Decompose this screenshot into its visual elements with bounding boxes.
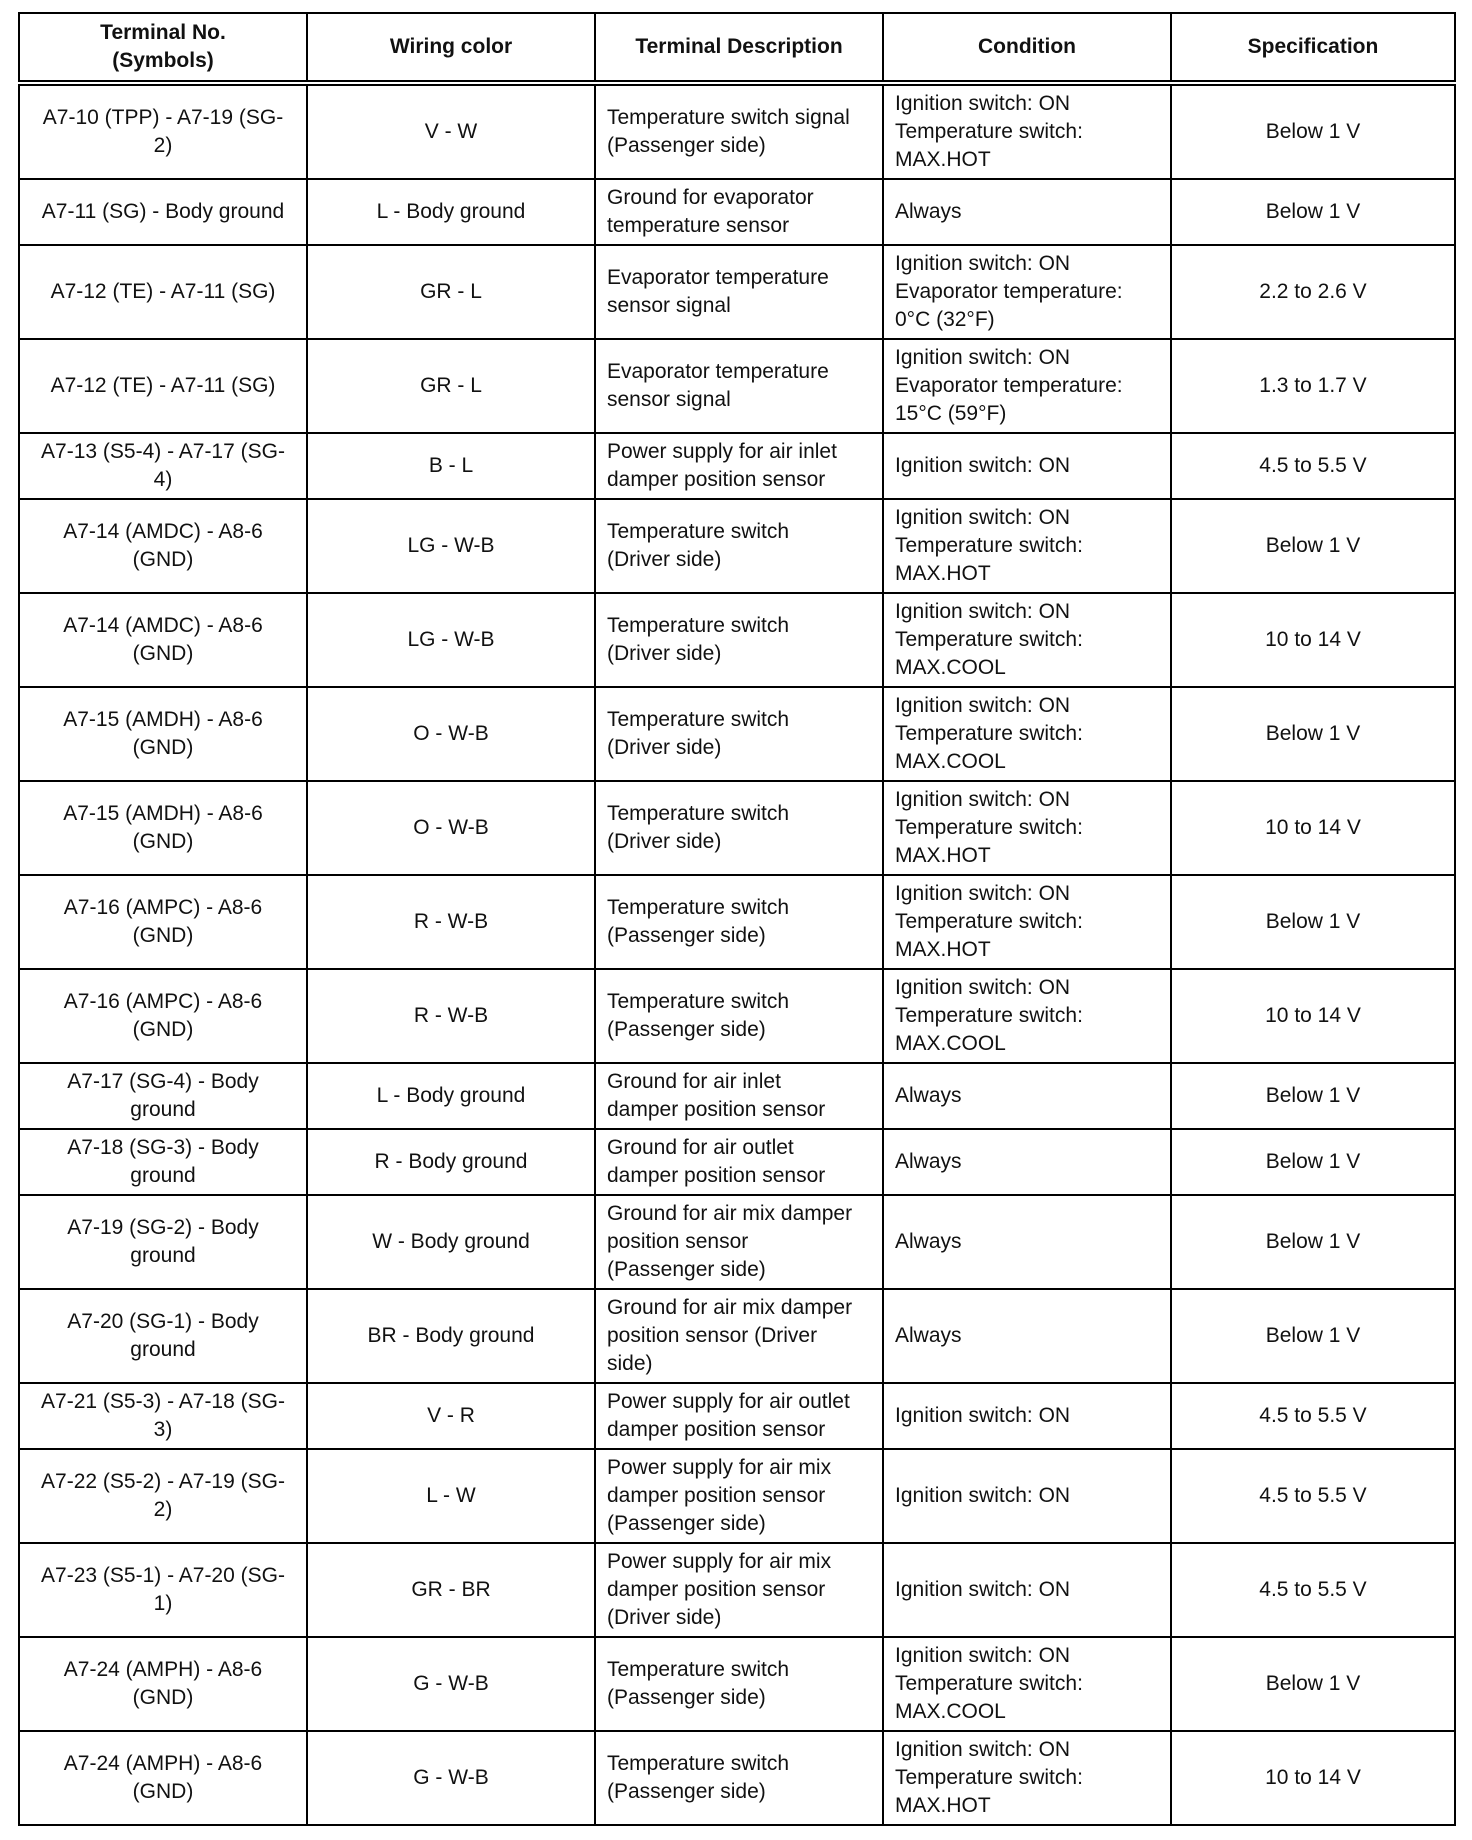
condition-cell bbox=[883, 245, 1171, 339]
terminal-spec-table bbox=[18, 12, 1456, 1826]
description-cell bbox=[595, 593, 883, 687]
description-cell-line: Temperature switch bbox=[607, 1752, 790, 1775]
condition-cell-line: Temperature switch: bbox=[895, 1004, 1083, 1027]
description-cell-line: sensor signal bbox=[607, 294, 731, 317]
terminal-cell bbox=[19, 1383, 307, 1449]
wiring-color-cell: GR - L bbox=[307, 339, 595, 433]
condition-cell-line: MAX.COOL bbox=[895, 1032, 1006, 1055]
description-cell bbox=[595, 1383, 883, 1449]
wiring-color-cell: BR - Body ground bbox=[307, 1289, 595, 1383]
terminal-cell-line: A7-24 (AMPH) - A8-6 bbox=[63, 1658, 263, 1681]
specification-cell: 10 to 14 V bbox=[1171, 1731, 1455, 1825]
specification-cell: Below 1 V bbox=[1171, 1289, 1455, 1383]
condition-cell-line: Temperature switch: bbox=[895, 816, 1083, 839]
table-row bbox=[19, 1731, 1455, 1825]
description-cell-line: Ground for air mix damper bbox=[607, 1296, 853, 1319]
specification-cell: Below 1 V bbox=[1171, 875, 1455, 969]
description-cell-line: Ground for evaporator bbox=[607, 186, 814, 209]
table-row bbox=[19, 1543, 1455, 1637]
description-cell-line: position sensor bbox=[607, 1230, 749, 1253]
description-cell-line: Power supply for air mix bbox=[607, 1456, 832, 1479]
terminal-cell bbox=[19, 245, 307, 339]
specification-cell: Below 1 V bbox=[1171, 499, 1455, 593]
specification-cell: 10 to 14 V bbox=[1171, 781, 1455, 875]
terminal-cell-line: (GND) bbox=[132, 1018, 194, 1041]
table-row bbox=[19, 339, 1455, 433]
description-cell-line: (Driver side) bbox=[607, 548, 722, 571]
condition-cell-line: Temperature switch: bbox=[895, 534, 1083, 557]
condition-cell-line: MAX.HOT bbox=[895, 844, 991, 867]
terminal-cell bbox=[19, 179, 307, 245]
condition-cell-line: MAX.COOL bbox=[895, 750, 1006, 773]
description-cell-line: (Driver side) bbox=[607, 736, 722, 759]
condition-cell-line: Ignition switch: ON bbox=[895, 1738, 1071, 1761]
terminal-cell bbox=[19, 687, 307, 781]
description-cell-line: damper position sensor bbox=[607, 1164, 826, 1187]
terminal-cell bbox=[19, 339, 307, 433]
terminal-cell-line: (GND) bbox=[132, 924, 194, 947]
condition-cell bbox=[883, 1731, 1171, 1825]
condition-cell bbox=[883, 339, 1171, 433]
condition-cell bbox=[883, 875, 1171, 969]
terminal-cell-line: A7-16 (AMPC) - A8-6 bbox=[63, 896, 263, 919]
condition-cell-line: Ignition switch: ON bbox=[895, 882, 1071, 905]
header-row bbox=[19, 13, 1455, 83]
wiring-color-cell: GR - BR bbox=[307, 1543, 595, 1637]
table-row bbox=[19, 593, 1455, 687]
wiring-color-cell: L - Body ground bbox=[307, 1063, 595, 1129]
terminal-cell-line: A7-17 (SG-4) - Body bbox=[67, 1070, 259, 1093]
table-row bbox=[19, 687, 1455, 781]
specification-cell: Below 1 V bbox=[1171, 1063, 1455, 1129]
description-cell-line: (Passenger side) bbox=[607, 924, 766, 947]
specification-cell: Below 1 V bbox=[1171, 179, 1455, 245]
terminal-cell-line: A7-21 (S5-3) - A7-18 (SG- bbox=[41, 1390, 285, 1413]
description-cell bbox=[595, 1731, 883, 1825]
terminal-cell bbox=[19, 1129, 307, 1195]
specification-cell: 4.5 to 5.5 V bbox=[1171, 433, 1455, 499]
wiring-color-cell: LG - W-B bbox=[307, 499, 595, 593]
terminal-cell-line: A7-14 (AMDC) - A8-6 bbox=[63, 614, 263, 637]
condition-cell-line: Temperature switch: bbox=[895, 722, 1083, 745]
description-cell bbox=[595, 687, 883, 781]
wiring-color-cell: R - Body ground bbox=[307, 1129, 595, 1195]
wiring-color-cell: L - W bbox=[307, 1449, 595, 1543]
table-row bbox=[19, 969, 1455, 1063]
table-row bbox=[19, 83, 1455, 179]
description-cell bbox=[595, 1195, 883, 1289]
condition-cell-line: MAX.COOL bbox=[895, 1700, 1006, 1723]
condition-cell-line: Ignition switch: ON bbox=[895, 1404, 1071, 1427]
terminal-cell bbox=[19, 83, 307, 179]
terminal-cell-line: A7-20 (SG-1) - Body bbox=[67, 1310, 259, 1333]
terminal-cell bbox=[19, 1449, 307, 1543]
header-specification: Specification bbox=[1171, 13, 1455, 83]
terminal-cell-line: A7-15 (AMDH) - A8-6 bbox=[63, 802, 263, 825]
terminal-cell-line: A7-12 (TE) - A7-11 (SG) bbox=[50, 280, 276, 303]
description-cell-line: (Passenger side) bbox=[607, 134, 766, 157]
condition-cell-line: Evaporator temperature: bbox=[895, 280, 1123, 303]
condition-cell bbox=[883, 1289, 1171, 1383]
wiring-color-cell: G - W-B bbox=[307, 1731, 595, 1825]
terminal-spec-table-container bbox=[18, 12, 1454, 1826]
description-cell-line: Temperature switch bbox=[607, 896, 790, 919]
description-cell-line: (Passenger side) bbox=[607, 1018, 766, 1041]
condition-cell-line: 0°C (32°F) bbox=[895, 308, 995, 331]
condition-cell bbox=[883, 1543, 1171, 1637]
terminal-cell-line: ground bbox=[130, 1164, 196, 1187]
description-cell bbox=[595, 339, 883, 433]
terminal-cell bbox=[19, 433, 307, 499]
wiring-color-cell: W - Body ground bbox=[307, 1195, 595, 1289]
description-cell-line: (Driver side) bbox=[607, 830, 722, 853]
description-cell bbox=[595, 969, 883, 1063]
specification-cell: Below 1 V bbox=[1171, 1195, 1455, 1289]
description-cell-line: Ground for air outlet bbox=[607, 1136, 794, 1159]
condition-cell bbox=[883, 83, 1171, 179]
condition-cell-line: Ignition switch: ON bbox=[895, 506, 1071, 529]
condition-cell-line: MAX.HOT bbox=[895, 1794, 991, 1817]
condition-cell bbox=[883, 781, 1171, 875]
condition-cell bbox=[883, 1129, 1171, 1195]
condition-cell-line: Temperature switch: bbox=[895, 1766, 1083, 1789]
specification-cell: 4.5 to 5.5 V bbox=[1171, 1449, 1455, 1543]
description-cell bbox=[595, 1449, 883, 1543]
specification-cell: Below 1 V bbox=[1171, 83, 1455, 179]
terminal-cell bbox=[19, 1731, 307, 1825]
terminal-cell-line: ground bbox=[130, 1098, 196, 1121]
description-cell-line: Temperature switch bbox=[607, 708, 790, 731]
terminal-cell bbox=[19, 1637, 307, 1731]
wiring-color-cell: GR - L bbox=[307, 245, 595, 339]
condition-cell-line: Always bbox=[895, 1230, 962, 1253]
terminal-cell-line: (GND) bbox=[132, 548, 194, 571]
condition-cell-line: Always bbox=[895, 1084, 962, 1107]
table-row bbox=[19, 1449, 1455, 1543]
description-cell-line: (Driver side) bbox=[607, 642, 722, 665]
terminal-cell-line: A7-19 (SG-2) - Body bbox=[67, 1216, 259, 1239]
table-row bbox=[19, 245, 1455, 339]
table-row bbox=[19, 875, 1455, 969]
condition-cell-line: Temperature switch: bbox=[895, 120, 1083, 143]
table-row bbox=[19, 1195, 1455, 1289]
description-cell-line: Temperature switch bbox=[607, 614, 790, 637]
description-cell bbox=[595, 179, 883, 245]
description-cell-line: Temperature switch bbox=[607, 990, 790, 1013]
condition-cell-line: Temperature switch: bbox=[895, 910, 1083, 933]
header-terminal-description: Terminal Description bbox=[595, 13, 883, 83]
condition-cell bbox=[883, 1449, 1171, 1543]
table-row bbox=[19, 1289, 1455, 1383]
terminal-cell-line: A7-16 (AMPC) - A8-6 bbox=[63, 990, 263, 1013]
description-cell-line: Temperature switch bbox=[607, 520, 790, 543]
terminal-cell-line: A7-18 (SG-3) - Body bbox=[67, 1136, 259, 1159]
terminal-cell bbox=[19, 1063, 307, 1129]
specification-cell: 2.2 to 2.6 V bbox=[1171, 245, 1455, 339]
table-row bbox=[19, 1129, 1455, 1195]
wiring-color-cell: LG - W-B bbox=[307, 593, 595, 687]
wiring-color-cell: G - W-B bbox=[307, 1637, 595, 1731]
description-cell-line: Power supply for air mix bbox=[607, 1550, 832, 1573]
description-cell-line: (Passenger side) bbox=[607, 1780, 766, 1803]
condition-cell-line: Ignition switch: ON bbox=[895, 454, 1071, 477]
description-cell-line: Temperature switch bbox=[607, 802, 790, 825]
description-cell-line: (Passenger side) bbox=[607, 1686, 766, 1709]
table-row bbox=[19, 1637, 1455, 1731]
description-cell-line: damper position sensor bbox=[607, 1578, 826, 1601]
header-wiring-color: Wiring color bbox=[307, 13, 595, 83]
terminal-cell-line: 4) bbox=[153, 468, 173, 491]
condition-cell-line: Ignition switch: ON bbox=[895, 694, 1071, 717]
condition-cell-line: Evaporator temperature: bbox=[895, 374, 1123, 397]
description-cell-line: side) bbox=[607, 1352, 653, 1375]
wiring-color-cell: V - W bbox=[307, 83, 595, 179]
condition-cell-line: Ignition switch: ON bbox=[895, 788, 1071, 811]
terminal-cell-line: A7-15 (AMDH) - A8-6 bbox=[63, 708, 263, 731]
terminal-cell-line: A7-14 (AMDC) - A8-6 bbox=[63, 520, 263, 543]
terminal-cell-line: A7-10 (TPP) - A7-19 (SG- bbox=[42, 106, 284, 129]
description-cell-line: damper position sensor bbox=[607, 468, 826, 491]
condition-cell-line: Always bbox=[895, 200, 962, 223]
description-cell-line: Temperature switch bbox=[607, 1658, 790, 1681]
description-cell bbox=[595, 1637, 883, 1731]
condition-cell-line: Always bbox=[895, 1324, 962, 1347]
condition-cell-line: Ignition switch: ON bbox=[895, 1484, 1071, 1507]
header-condition: Condition bbox=[883, 13, 1171, 83]
condition-cell bbox=[883, 593, 1171, 687]
terminal-cell-line: 2) bbox=[153, 134, 173, 157]
terminal-cell-line: ground bbox=[130, 1244, 196, 1267]
terminal-cell-line: (GND) bbox=[132, 736, 194, 759]
terminal-cell bbox=[19, 875, 307, 969]
description-cell bbox=[595, 1289, 883, 1383]
header-terminal-line: (Symbols) bbox=[112, 49, 214, 72]
description-cell bbox=[595, 1063, 883, 1129]
condition-cell-line: Ignition switch: ON bbox=[895, 1578, 1071, 1601]
description-cell bbox=[595, 499, 883, 593]
specification-cell: Below 1 V bbox=[1171, 1637, 1455, 1731]
specification-cell: 10 to 14 V bbox=[1171, 969, 1455, 1063]
terminal-cell bbox=[19, 499, 307, 593]
description-cell-line: temperature sensor bbox=[607, 214, 790, 237]
specification-cell: 4.5 to 5.5 V bbox=[1171, 1383, 1455, 1449]
header-terminal-line: Terminal No. bbox=[100, 21, 226, 44]
wiring-color-cell: L - Body ground bbox=[307, 179, 595, 245]
condition-cell-line: Ignition switch: ON bbox=[895, 92, 1071, 115]
table-row bbox=[19, 433, 1455, 499]
terminal-cell-line: A7-12 (TE) - A7-11 (SG) bbox=[50, 374, 276, 397]
wiring-color-cell: R - W-B bbox=[307, 969, 595, 1063]
description-cell-line: sensor signal bbox=[607, 388, 731, 411]
wiring-color-cell: O - W-B bbox=[307, 781, 595, 875]
terminal-cell bbox=[19, 969, 307, 1063]
wiring-color-cell: B - L bbox=[307, 433, 595, 499]
header-terminal-no bbox=[19, 13, 307, 83]
terminal-cell bbox=[19, 593, 307, 687]
terminal-cell bbox=[19, 1543, 307, 1637]
description-cell-line: Power supply for air outlet bbox=[607, 1390, 850, 1413]
condition-cell-line: Ignition switch: ON bbox=[895, 346, 1071, 369]
terminal-cell-line: A7-13 (S5-4) - A7-17 (SG- bbox=[41, 440, 285, 463]
specification-cell: 10 to 14 V bbox=[1171, 593, 1455, 687]
condition-cell-line: MAX.HOT bbox=[895, 562, 991, 585]
condition-cell bbox=[883, 179, 1171, 245]
condition-cell-line: MAX.COOL bbox=[895, 656, 1006, 679]
terminal-cell-line: 2) bbox=[153, 1498, 173, 1521]
description-cell-line: Power supply for air inlet bbox=[607, 440, 837, 463]
condition-cell bbox=[883, 1195, 1171, 1289]
description-cell-line: damper position sensor bbox=[607, 1484, 826, 1507]
table-row bbox=[19, 781, 1455, 875]
description-cell bbox=[595, 433, 883, 499]
description-cell bbox=[595, 245, 883, 339]
condition-cell-line: Ignition switch: ON bbox=[895, 252, 1071, 275]
condition-cell-line: 15°C (59°F) bbox=[895, 402, 1007, 425]
description-cell bbox=[595, 1543, 883, 1637]
terminal-cell-line: ground bbox=[130, 1338, 196, 1361]
terminal-cell-line: A7-11 (SG) - Body ground bbox=[41, 200, 285, 223]
condition-cell-line: Ignition switch: ON bbox=[895, 600, 1071, 623]
description-cell-line: Ground for air mix damper bbox=[607, 1202, 853, 1225]
condition-cell bbox=[883, 433, 1171, 499]
condition-cell bbox=[883, 969, 1171, 1063]
description-cell-line: Ground for air inlet bbox=[607, 1070, 781, 1093]
condition-cell-line: MAX.HOT bbox=[895, 148, 991, 171]
terminal-cell-line: A7-23 (S5-1) - A7-20 (SG- bbox=[41, 1564, 285, 1587]
description-cell-line: damper position sensor bbox=[607, 1418, 826, 1441]
table-row bbox=[19, 1063, 1455, 1129]
condition-cell bbox=[883, 687, 1171, 781]
description-cell-line: (Driver side) bbox=[607, 1606, 722, 1629]
terminal-cell bbox=[19, 781, 307, 875]
condition-cell bbox=[883, 1637, 1171, 1731]
terminal-cell-line: (GND) bbox=[132, 830, 194, 853]
wiring-color-cell: O - W-B bbox=[307, 687, 595, 781]
description-cell-line: Temperature switch signal bbox=[607, 106, 850, 129]
description-cell-line: Evaporator temperature bbox=[607, 266, 829, 289]
table-row bbox=[19, 499, 1455, 593]
condition-cell-line: Always bbox=[895, 1150, 962, 1173]
condition-cell-line: MAX.HOT bbox=[895, 938, 991, 961]
wiring-color-cell: V - R bbox=[307, 1383, 595, 1449]
specification-cell: Below 1 V bbox=[1171, 687, 1455, 781]
terminal-cell-line: (GND) bbox=[132, 1686, 194, 1709]
terminal-cell bbox=[19, 1195, 307, 1289]
specification-cell: Below 1 V bbox=[1171, 1129, 1455, 1195]
description-cell-line: Evaporator temperature bbox=[607, 360, 829, 383]
condition-cell-line: Temperature switch: bbox=[895, 1672, 1083, 1695]
terminal-cell bbox=[19, 1289, 307, 1383]
terminal-cell-line: 1) bbox=[153, 1592, 173, 1615]
terminal-cell-line: A7-24 (AMPH) - A8-6 bbox=[63, 1752, 263, 1775]
condition-cell bbox=[883, 499, 1171, 593]
condition-cell-line: Ignition switch: ON bbox=[895, 1644, 1071, 1667]
description-cell-line: position sensor (Driver bbox=[607, 1324, 818, 1347]
wiring-color-cell: R - W-B bbox=[307, 875, 595, 969]
specification-cell: 1.3 to 1.7 V bbox=[1171, 339, 1455, 433]
terminal-cell-line: A7-22 (S5-2) - A7-19 (SG- bbox=[41, 1470, 285, 1493]
condition-cell-line: Ignition switch: ON bbox=[895, 976, 1071, 999]
description-cell bbox=[595, 1129, 883, 1195]
terminal-cell-line: (GND) bbox=[132, 1780, 194, 1803]
condition-cell bbox=[883, 1063, 1171, 1129]
description-cell-line: (Passenger side) bbox=[607, 1258, 766, 1281]
description-cell bbox=[595, 83, 883, 179]
description-cell bbox=[595, 781, 883, 875]
description-cell-line: damper position sensor bbox=[607, 1098, 826, 1121]
table-row bbox=[19, 1383, 1455, 1449]
specification-cell: 4.5 to 5.5 V bbox=[1171, 1543, 1455, 1637]
terminal-cell-line: (GND) bbox=[132, 642, 194, 665]
table-body bbox=[19, 83, 1455, 1825]
table-row bbox=[19, 179, 1455, 245]
description-cell bbox=[595, 875, 883, 969]
terminal-cell-line: 3) bbox=[153, 1418, 173, 1441]
condition-cell-line: Temperature switch: bbox=[895, 628, 1083, 651]
condition-cell bbox=[883, 1383, 1171, 1449]
description-cell-line: (Passenger side) bbox=[607, 1512, 766, 1535]
